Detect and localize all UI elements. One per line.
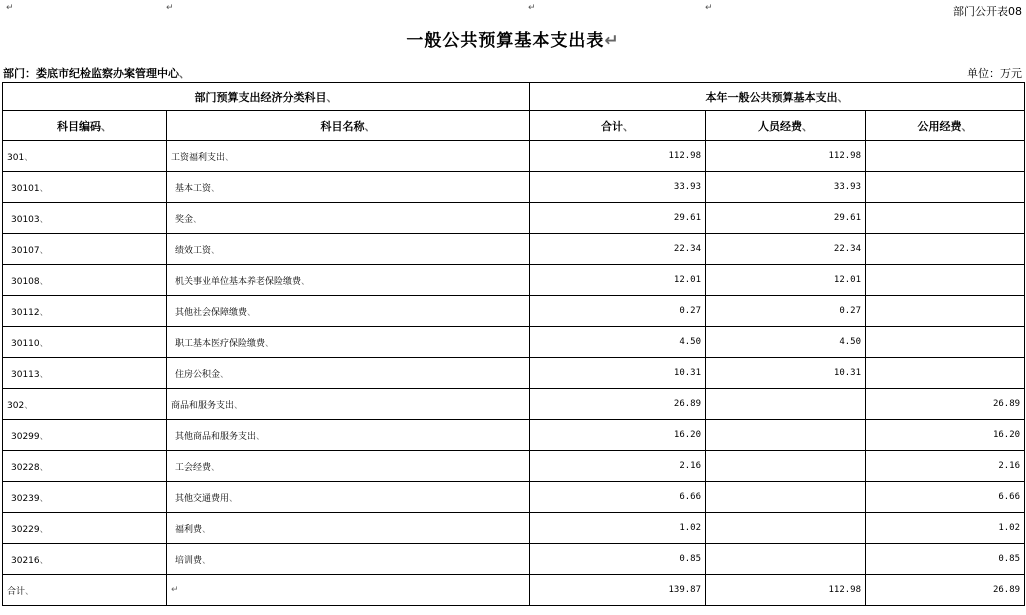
- table-row: [3, 482, 1025, 513]
- row-name: 培训费、: [167, 544, 530, 575]
- row-public: [866, 358, 1025, 389]
- row-name: 奖金、: [167, 203, 530, 234]
- unit-label: 单位：万元: [967, 67, 1022, 80]
- row-total: 2.16: [530, 451, 706, 482]
- table-row: [3, 513, 1025, 544]
- row-code: 30103、: [3, 203, 167, 234]
- row-public: 0.85: [866, 544, 1025, 575]
- page-title: 一般公共预算基本支出表↵: [406, 31, 620, 51]
- row-total: 0.85: [530, 544, 706, 575]
- row-code: 30110、: [3, 327, 167, 358]
- row-total: 0.27: [530, 296, 706, 327]
- paragraph-mark: ↵: [166, 3, 174, 13]
- row-total: 22.34: [530, 234, 706, 265]
- row-public: [866, 234, 1025, 265]
- header-public: 公用经费、: [866, 111, 1025, 141]
- header-code: 科目编码、: [3, 111, 167, 141]
- table-row: [3, 141, 1025, 172]
- row-personnel: [706, 513, 866, 544]
- row-name: 其他商品和服务支出、: [167, 420, 530, 451]
- total-public: 26.89: [866, 575, 1025, 606]
- row-personnel: [706, 482, 866, 513]
- row-public: 26.89: [866, 389, 1025, 420]
- row-name: 商品和服务支出、: [167, 389, 530, 420]
- table-row: [3, 451, 1025, 482]
- row-public: [866, 141, 1025, 172]
- row-personnel: 12.01: [706, 265, 866, 296]
- row-public: [866, 203, 1025, 234]
- row-total: 10.31: [530, 358, 706, 389]
- total-label: 合计、: [3, 575, 167, 606]
- row-public: [866, 265, 1025, 296]
- header-name: 科目名称、: [167, 111, 530, 141]
- row-public: [866, 172, 1025, 203]
- department-info: 部门：娄底市纪检监察办案管理中心、: [3, 67, 190, 80]
- budget-table: [2, 82, 1025, 606]
- total-row: [3, 575, 1025, 606]
- row-public: 6.66: [866, 482, 1025, 513]
- row-code: 302、: [3, 389, 167, 420]
- row-personnel: [706, 451, 866, 482]
- department-name: 娄底市纪检监察办案管理中心: [36, 67, 179, 80]
- row-public: [866, 327, 1025, 358]
- row-name: 职工基本医疗保险缴费、: [167, 327, 530, 358]
- row-name: 机关事业单位基本养老保险缴费、: [167, 265, 530, 296]
- table-row: [3, 420, 1025, 451]
- paragraph-mark: ↵: [705, 3, 713, 13]
- row-name: 其他交通费用、: [167, 482, 530, 513]
- header-group-left: 部门预算支出经济分类科目、: [3, 83, 530, 111]
- row-total: 29.61: [530, 203, 706, 234]
- table-row: [3, 389, 1025, 420]
- table-body: [3, 141, 1025, 606]
- row-personnel: 10.31: [706, 358, 866, 389]
- row-code: 30113、: [3, 358, 167, 389]
- header-total: 合计、: [530, 111, 706, 141]
- table-row: [3, 172, 1025, 203]
- table-row: [3, 544, 1025, 575]
- row-code: 30229、: [3, 513, 167, 544]
- row-personnel: [706, 544, 866, 575]
- row-public: 1.02: [866, 513, 1025, 544]
- row-code: 30107、: [3, 234, 167, 265]
- row-name: 其他社会保障缴费、: [167, 296, 530, 327]
- row-total: 16.20: [530, 420, 706, 451]
- total-name-cell: ↵: [167, 575, 530, 606]
- form-code: 部门公开表08: [953, 5, 1022, 18]
- row-personnel: 29.61: [706, 203, 866, 234]
- row-personnel: [706, 389, 866, 420]
- row-personnel: 0.27: [706, 296, 866, 327]
- row-total: 26.89: [530, 389, 706, 420]
- row-total: 12.01: [530, 265, 706, 296]
- row-personnel: 4.50: [706, 327, 866, 358]
- row-code: 301、: [3, 141, 167, 172]
- total-sum: 139.87: [530, 575, 706, 606]
- table-row: [3, 203, 1025, 234]
- table-row: [3, 234, 1025, 265]
- row-personnel: 112.98: [706, 141, 866, 172]
- row-public: [866, 296, 1025, 327]
- row-total: 6.66: [530, 482, 706, 513]
- row-code: 30299、: [3, 420, 167, 451]
- row-personnel: [706, 420, 866, 451]
- row-total: 33.93: [530, 172, 706, 203]
- row-name: 绩效工资、: [167, 234, 530, 265]
- row-code: 30239、: [3, 482, 167, 513]
- table-row: [3, 265, 1025, 296]
- row-personnel: 22.34: [706, 234, 866, 265]
- row-code: 30101、: [3, 172, 167, 203]
- table-row: [3, 327, 1025, 358]
- table-row: [3, 296, 1025, 327]
- row-total: 1.02: [530, 513, 706, 544]
- row-code: 30112、: [3, 296, 167, 327]
- row-name: 住房公积金、: [167, 358, 530, 389]
- paragraph-mark: ↵: [6, 3, 14, 13]
- header-personnel: 人员经费、: [706, 111, 866, 141]
- table-row: [3, 358, 1025, 389]
- paragraph-mark: ↵: [528, 3, 536, 13]
- row-total: 4.50: [530, 327, 706, 358]
- row-code: 30228、: [3, 451, 167, 482]
- row-name: 基本工资、: [167, 172, 530, 203]
- row-name: 福利费、: [167, 513, 530, 544]
- header-group-right: 本年一般公共预算基本支出、: [530, 83, 1025, 111]
- row-total: 112.98: [530, 141, 706, 172]
- row-code: 30108、: [3, 265, 167, 296]
- total-personnel: 112.98: [706, 575, 866, 606]
- row-name: 工会经费、: [167, 451, 530, 482]
- row-public: 16.20: [866, 420, 1025, 451]
- row-public: 2.16: [866, 451, 1025, 482]
- row-code: 30216、: [3, 544, 167, 575]
- row-name: 工资福利支出、: [167, 141, 530, 172]
- row-personnel: 33.93: [706, 172, 866, 203]
